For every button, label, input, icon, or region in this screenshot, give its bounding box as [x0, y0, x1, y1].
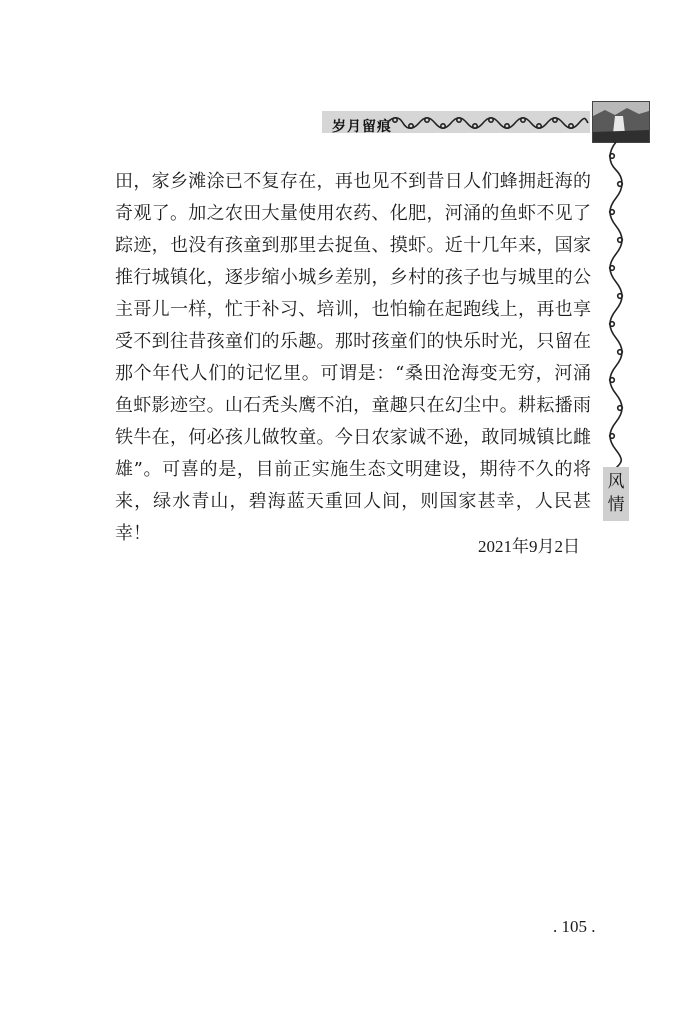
running-header: [0, 0, 699, 150]
article-date: 2021年9月2日: [478, 537, 580, 556]
text-line: 幸！: [115, 523, 151, 544]
text-line: 推行城镇化，逐步缩小城乡差别，乡村的孩子也与城里的公: [115, 267, 591, 288]
waterfall-landscape-photo-icon: [592, 101, 650, 143]
body-paragraph: [115, 166, 591, 550]
text-line: 来，绿水青山，碧海蓝天重回人间，则国家甚幸，人民甚: [115, 491, 591, 512]
text-line: 受不到往昔孩童们的乐趣。那时孩童们的快乐时光，只留在: [115, 331, 591, 352]
text-line: 田，家乡滩涂已不复存在，再也见不到昔日人们蜂拥赶海的: [115, 171, 591, 192]
page-number: . 105 .: [553, 917, 596, 936]
scroll-vine-ornament-icon: [385, 114, 590, 132]
text-line: 那个年代人们的记忆里。可谓是：“桑田沧海变无穷，河涌: [115, 363, 591, 384]
side-vine-ornament-icon: [604, 140, 628, 470]
side-label-char: 情: [607, 495, 625, 515]
text-line: 踪迹，也没有孩童到那里去捉鱼、摸虾。近十几年来，国家: [115, 235, 591, 256]
side-section-label: [603, 467, 629, 521]
section-title: 岁月留痕: [332, 119, 392, 135]
text-line: 雄”。可喜的是，目前正实施生态文明建设，期待不久的将: [115, 459, 591, 480]
text-line: 主哥儿一样，忙于补习、培训，也怕输在起跑线上，再也享: [115, 299, 591, 320]
text-line: 鱼虾影迹空。山石秃头鹰不泊，童趣只在幻尘中。耕耘播雨: [115, 395, 591, 416]
text-line: 奇观了。加之农田大量使用农药、化肥，河涌的鱼虾不见了: [115, 203, 591, 224]
side-label-char: 风: [607, 472, 625, 492]
text-line: 铁牛在，何必孩儿做牧童。今日农家诚不逊，敢同城镇比雌: [115, 427, 591, 448]
